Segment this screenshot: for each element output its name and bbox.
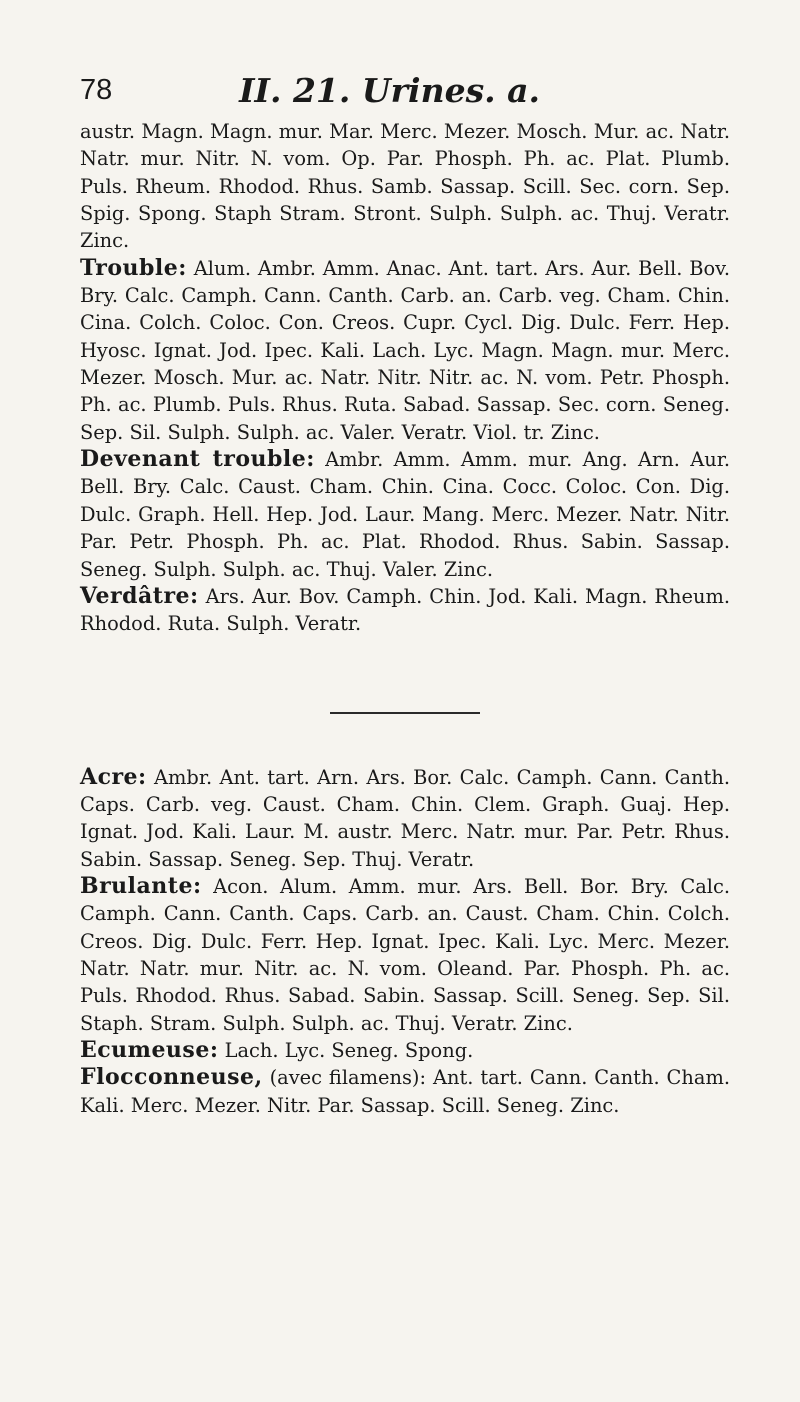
entry-text: Lach. Lyc. Seneg. Spong. <box>224 1038 474 1062</box>
entry-term: Flocconneuse, <box>80 1064 263 1091</box>
page-header <box>80 70 720 110</box>
entry-term: Brulante: <box>80 872 202 899</box>
section-divider <box>330 712 480 714</box>
entry-term: Devenant trouble: <box>80 446 315 473</box>
entry-text: Alum. Ambr. Amm. Anac. Ant. tart. Ars. Aur. Bell. Bov. Bry. Calc. Camph. Cann. Canth. Carb. an. Carb. veg. Cham. Chin. Cina. Colch. Coloc. Con. Creos. Cupr. Cycl. Dig. Dulc. Ferr. Hep. Hyosc. Ignat. Jod. Ipec. Kali. Lach. Lyc. Magn. Magn. mur. Merc. Mezer. Mosch. Mur. ac. Natr. Nitr. Nitr. ac. N. vom. Petr. Phosph. Ph. ac. Plumb. Puls. Rhus. Ruta. Sabad. Sassap. Sec. corn. Seneg. Sep. Sil. Sulph. Sulph. ac. Valer. Veratr. Viol. tr. Zinc. <box>80 256 731 444</box>
paragraph-section2 <box>80 764 730 1119</box>
paragraph-continuation <box>80 118 730 638</box>
paragraph-text: austr. Magn. Magn. mur. Mar. Merc. Mezer. Mosch. Mur. ac. Natr. Natr. mur. Nitr. N. vom. Op. Par. Phosph. Ph. ac. Plat. Plumb. Puls. Rheum. Rhodod. Rhus. Samb. Sassap. Scill. Sec. corn. Sep. Spig. Spong. Staph Stram. Stront. Sulph. Sulph. ac. Thuj. Veratr. Zinc. <box>80 120 730 253</box>
entry-term: Ecumeuse: <box>80 1036 219 1063</box>
entry-text: Ambr. Ant. tart. Arn. Ars. Bor. Calc. Camph. Cann. Canth. Caps. Carb. veg. Caust. Cham. Chin. Clem. Graph. Guaj. Hep. Ignat. Jod. Kali. Laur. M. austr. Merc. Natr. mur. Par. Petr. Rhus. Sabin. Sassap. Seneg. Sep. Thuj. Veratr. <box>80 765 731 871</box>
entry-term: Acre: <box>80 763 147 790</box>
page-number: 78 <box>80 73 113 106</box>
entry-text: Acon. Alum. Amm. mur. Ars. Bell. Bor. Bry. Calc. Camph. Cann. Canth. Caps. Carb. an. Caust. Cham. Chin. Colch. Creos. Dig. Dulc. Ferr. Hep. Ignat. Ipec. Kali. Lyc. Merc. Mezer. Natr. Natr. mur. Nitr. ac. N. vom. Oleand. Par. Phosph. Ph. ac. Puls. Rhodod. Rhus. Sabad. Sabin. Sassap. Scill. Seneg. Sep. Sil. Staph. Stram. Sulph. Sulph. ac. Thuj. Veratr. Zinc. <box>80 874 730 1035</box>
entry-text: (avec filamens): Ant. tart. Cann. Canth. Cham. Kali. Merc. Mezer. Nitr. Par. Sassap. Scill. Seneg. Zinc. <box>80 1066 730 1117</box>
entry-term: Trouble: <box>80 254 187 281</box>
entry-term: Verdâtre: <box>80 582 199 609</box>
entry-text: Ambr. Amm. Amm. mur. Ang. Arn. Aur. Bell. Bry. Calc. Caust. Cham. Chin. Cina. Cocc. Coloc. Con. Dig. Dulc. Graph. Hell. Hep. Jod. Laur. Mang. Merc. Mezer. Natr. Nitr. Par. Petr. Phosph. Ph. ac. Plat. Rhodod. Rhus. Sabin. Sassap. Seneg. Sulph. Sulph. ac. Thuj. Valer. Zinc. <box>80 448 730 581</box>
running-head: II. 21. Urines. a. <box>239 70 540 110</box>
entry-text: Ars. Aur. Bov. Camph. Chin. Jod. Kali. Magn. Rheum. Rhodod. Ruta. Sulph. Veratr. <box>80 584 730 636</box>
page-body <box>80 118 730 1119</box>
